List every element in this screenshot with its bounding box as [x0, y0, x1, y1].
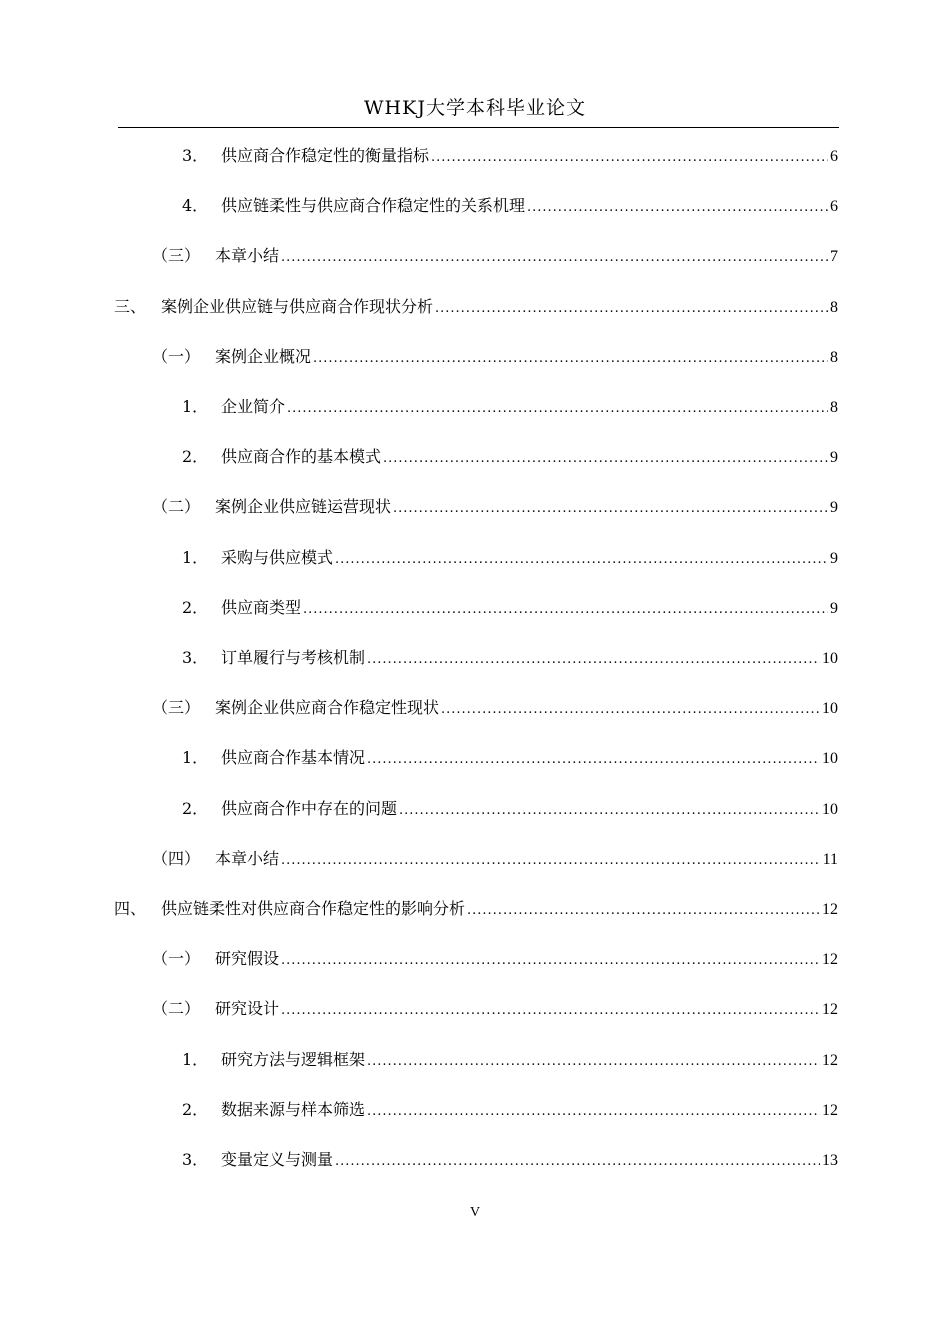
- toc-entry-page: 8: [830, 399, 838, 416]
- toc-entry[interactable]: [0, 395, 950, 419]
- toc-entry-number: 3．: [182, 146, 209, 165]
- toc-entry[interactable]: [0, 797, 950, 821]
- toc-entry-page: 9: [830, 499, 838, 517]
- toc-entry-page: 10: [822, 800, 838, 818]
- toc-entry-title: 变量定义与测量: [221, 1150, 334, 1169]
- toc-dot-leader: [281, 949, 820, 973]
- toc-entry-number: （三）: [152, 698, 201, 718]
- toc-dot-leader: [367, 648, 820, 672]
- toc-entry-number: 1．: [182, 547, 209, 567]
- toc-entry-number: （一）: [152, 346, 201, 366]
- toc-entry-page: 6: [830, 148, 838, 165]
- toc-entry-number: 1．: [182, 748, 209, 768]
- toc-dot-leader: [435, 297, 828, 321]
- toc-entry[interactable]: [0, 295, 950, 319]
- toc-dot-leader: [383, 447, 828, 471]
- toc-entry[interactable]: [0, 194, 950, 218]
- toc-dot-leader: [441, 698, 820, 722]
- toc-entry-page: 12: [822, 901, 838, 918]
- toc-entry-title: 企业简介: [221, 397, 286, 416]
- toc-entry[interactable]: [0, 244, 950, 268]
- toc-entry[interactable]: [0, 345, 950, 369]
- toc-dot-leader: [335, 1150, 820, 1174]
- toc-entry-title: 供应商合作基本情况: [221, 748, 366, 768]
- toc-dot-leader: [367, 1100, 820, 1124]
- toc-entry[interactable]: [0, 596, 950, 620]
- toc-entry-number: 3．: [182, 648, 209, 667]
- toc-entry[interactable]: [0, 997, 950, 1021]
- toc-entry-page: 12: [822, 1101, 838, 1119]
- toc-entry-number: （一）: [152, 949, 201, 969]
- toc-entry-page: 8: [830, 298, 838, 316]
- toc-entry-page: 8: [830, 348, 838, 366]
- toc-dot-leader: [281, 999, 820, 1023]
- toc-dot-leader: [335, 548, 828, 572]
- toc-entry[interactable]: [0, 1148, 950, 1172]
- header-divider: [118, 127, 839, 128]
- toc-entry-page: 10: [822, 700, 838, 718]
- toc-entry-title: 研究假设: [215, 949, 280, 969]
- toc-entry-page: 9: [830, 449, 838, 467]
- toc-entry-number: 1．: [182, 397, 209, 416]
- toc-dot-leader: [313, 347, 828, 371]
- toc-entry-number: 三、: [114, 296, 147, 316]
- toc-entry-page: 10: [822, 750, 838, 768]
- toc-entry-page: 12: [822, 1001, 838, 1019]
- toc-entry-page: 11: [822, 850, 838, 868]
- toc-dot-leader: [367, 1050, 820, 1074]
- toc-entry-page: 9: [830, 599, 838, 617]
- toc-entry-title: 案例企业供应链运营现状: [215, 497, 392, 517]
- page-number: V: [469, 1205, 481, 1220]
- toc-entry-page: 7: [830, 248, 838, 266]
- toc-dot-leader: [399, 799, 820, 823]
- toc-entry-number: 四、: [114, 899, 147, 918]
- toc-entry-number: 1．: [182, 1049, 209, 1069]
- toc-entry-title: 供应商类型: [221, 597, 302, 617]
- toc-entry-title: 供应链柔性对供应商合作稳定性的影响分析: [161, 899, 466, 918]
- toc-entry[interactable]: [0, 1048, 950, 1072]
- toc-entry-page: 9: [830, 549, 838, 567]
- toc-entry-title: 本章小结: [215, 848, 280, 868]
- toc-entry-title: 研究设计: [215, 999, 280, 1019]
- toc-entry[interactable]: [0, 1098, 950, 1122]
- toc-entry[interactable]: [0, 746, 950, 770]
- toc-entry-number: 2．: [182, 597, 209, 617]
- toc-entry-title: 本章小结: [215, 246, 280, 266]
- toc-entry-title: 采购与供应模式: [221, 547, 334, 567]
- toc-entry[interactable]: [0, 495, 950, 519]
- toc-dot-leader: [527, 196, 828, 220]
- toc-entry-page: 12: [822, 1051, 838, 1069]
- toc-entry-page: 10: [822, 650, 838, 667]
- toc-dot-leader: [467, 899, 820, 923]
- toc-entry-number: 2．: [182, 1099, 209, 1119]
- toc-entry-number: （四）: [152, 848, 201, 868]
- toc-entry-title: 供应商合作稳定性的衡量指标: [221, 146, 430, 165]
- toc-entry-title: 案例企业供应链与供应商合作现状分析: [161, 296, 434, 316]
- toc-entry-number: 4．: [182, 196, 209, 216]
- toc-dot-leader: [367, 748, 820, 772]
- toc-entry[interactable]: [0, 947, 950, 971]
- toc-entry-page: 6: [830, 198, 838, 216]
- toc-entry[interactable]: [0, 646, 950, 670]
- toc-entry[interactable]: [0, 897, 950, 921]
- toc-entry[interactable]: [0, 144, 950, 168]
- toc-entry-number: 2．: [182, 447, 209, 467]
- toc-entry-page: 12: [822, 951, 838, 969]
- toc-entry[interactable]: [0, 847, 950, 871]
- toc-entry-page: 13: [822, 1152, 838, 1169]
- toc-entry-title: 供应商合作的基本模式: [221, 447, 382, 467]
- page-header-title: WHKJ大学本科毕业论文: [364, 97, 586, 119]
- toc-entry-title: 供应链柔性与供应商合作稳定性的关系机理: [221, 196, 526, 216]
- toc-entry-number: （三）: [152, 246, 201, 266]
- toc-entry-title: 订单履行与考核机制: [221, 648, 366, 667]
- toc-dot-leader: [281, 849, 821, 873]
- toc-entry-number: 3．: [182, 1150, 209, 1169]
- toc-dot-leader: [303, 598, 828, 622]
- toc-entry-number: （二）: [152, 999, 201, 1019]
- toc-dot-leader: [281, 246, 828, 270]
- toc-entry[interactable]: [0, 445, 950, 469]
- toc-entry-title: 案例企业供应商合作稳定性现状: [215, 698, 440, 718]
- toc-entry-title: 供应商合作中存在的问题: [221, 798, 398, 818]
- toc-entry-title: 研究方法与逻辑框架: [221, 1049, 366, 1069]
- toc-dot-leader: [393, 497, 828, 521]
- toc-entry[interactable]: [0, 696, 950, 720]
- toc-dot-leader: [431, 146, 828, 170]
- toc-dot-leader: [287, 397, 828, 421]
- toc-entry-number: （二）: [152, 497, 201, 517]
- toc-entry-title: 案例企业概况: [215, 346, 312, 366]
- toc-entry[interactable]: [0, 546, 950, 570]
- toc-entry-title: 数据来源与样本筛选: [221, 1099, 366, 1119]
- toc-entry-number: 2．: [182, 798, 209, 818]
